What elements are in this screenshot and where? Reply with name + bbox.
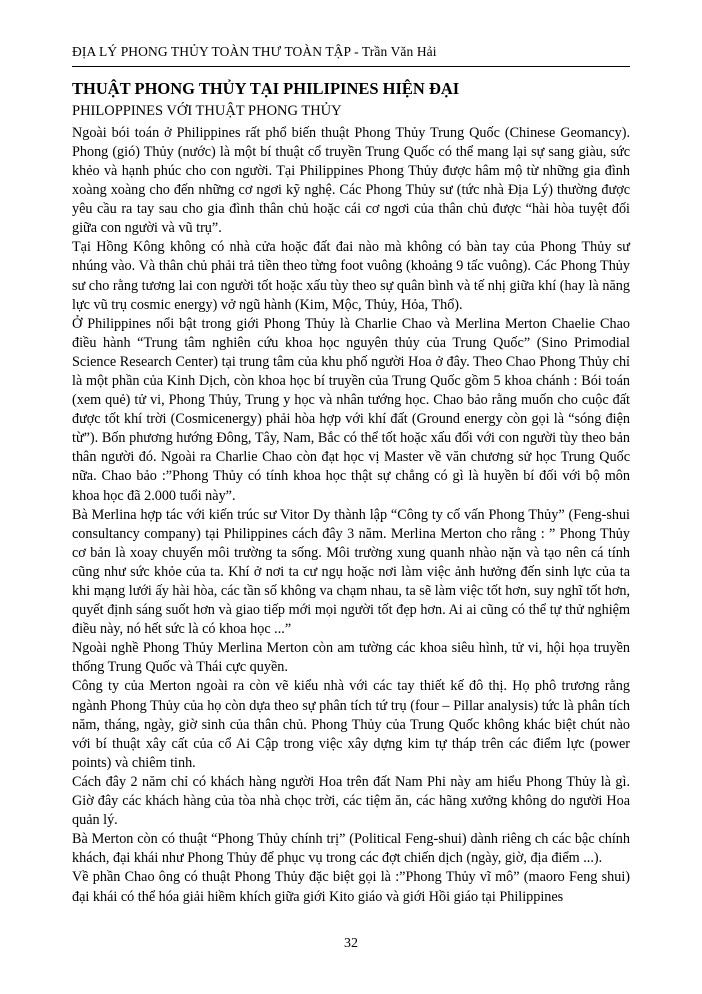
- paragraph: Công ty của Merton ngoài ra còn vẽ kiểu nhà với các tay thiết kế đô thị. Họ phô trương rằng ngành Phong Thủy của họ còn dựa theo sự phân tích tứ trụ (four – Pillar analysis) tức là phân tích năm, tháng, ngày, giờ sinh của thân chủ. Phong Thủy của Trung Quốc không khác biệt chút nào với bí thuật xây cất của cổ Ai Cập trong việc xây dựng kim tự tháp trên các điểm lực (power points) và chiêm tinh.: [72, 678, 630, 771]
- paragraph: Tại Hồng Kông không có nhà cửa hoặc đất đai nào mà không có bàn tay của Phong Thủy sư nhúng vào. Và thân chủ phải trả tiền theo từng foot vuông (khoảng 9 tấc vuông). Các Phong Thủy sư cho rằng tương lai con người tốt hoặc xấu tùy theo sự quân bình và tế nhị giữa khí (hay là năng lực vũ trụ cosmic energy) vở ngũ hành (Kim, Mộc, Thủy, Hỏa, Thổ).: [72, 239, 630, 313]
- paragraph: Về phần Chao ông có thuật Phong Thủy đặc biệt gọi là :”Phong Thủy vĩ mô” (maoro Feng shui) đại khái có thể hóa giải hiềm khích giữa giới Kito giáo và giới Hồi giáo tại Philippines: [72, 869, 630, 905]
- paragraph: Cách đây 2 năm chỉ có khách hàng người Hoa trên đất Nam Phi này am hiểu Phong Thủy là gì. Giờ đây các khách hàng của tòa nhà chọc trời, các tiệm ăn, các hãng xưởng không do người Hoa quản lý.: [72, 773, 630, 829]
- body-text: [72, 124, 630, 907]
- paragraph: Bà Merlina hợp tác với kiến trúc sư Vitor Dy thành lập “Công ty cố vấn Phong Thủy” (Feng-shui consultancy company) tại Philippines cách đây 3 năm. Merlina Merton cho rằng : ” Phong Thủy cơ bản là xoay chuyển môi trường ta sống. Môi trường xung quanh nhào nặn và tạo nên cá tính cũng như sức khỏe của ta. Khí ở nơi ta cư ngụ hoặc nơi làm việc ảnh hưởng đến sinh lực của ta khi mạng lưới ấy hài hòa, các tần số không va chạm nhau, ta sẽ làm việc tốt hơn, suy nghĩ tốt hơn, quyết định sáng suốt hơn và giao tiếp mới mọi người tốt đẹp hơn. Ai ai cũng có thể tự thử nghiệm điều này, nó hết sức là có khoa học ...”: [72, 506, 630, 638]
- paragraph: Ngoài nghề Phong Thủy Merlina Merton còn am tường các khoa siêu hình, tử vi, hội họa truyền thống Trung Quốc và Thái cực quyền.: [72, 640, 630, 676]
- page-subtitle: PHILOPPINES VỚI THUẬT PHONG THỦY: [72, 102, 342, 119]
- page-title: THUẬT PHONG THỦY TẠI PHILIPINES HIỆN ĐẠI: [72, 79, 460, 98]
- header-divider: [72, 66, 630, 67]
- running-head: ĐỊA LÝ PHONG THỦY TOÀN THƯ TOÀN TẬP - Trần Văn Hải: [72, 44, 437, 59]
- page-number: 32: [344, 936, 358, 951]
- paragraph: Ở Philippines nổi bật trong giới Phong Thủy là Charlie Chao và Merlina Merton Chaelie Chao điều hành “Trung tâm nghiên cứu khoa học nguyên thủy của Trung Quốc” (Sino Primodial Science Research Center) tại trung tâm của khu phố người Hoa ở đây. Theo Chao Phong Thủy chỉ là một phần của Kinh Dịch, còn khoa học bí truyền của Trung Quốc gồm 5 khoa chánh : Bói toán (xem quẻ) tử vi, Phong Thủy, Trung y học và nhân tướng học. Chao bảo rằng muốn cho cuộc đất được tốt khí trời (Cosmicenergy) phải hòa hợp với khí đất (Ground energy còn gọi là “sóng điện từ”). Bốn phương hướng Đông, Tây, Nam, Bắc có thể tốt hoặc xấu đối với con người tùy theo bản thân người đó. Ngoài ra Charlie Chao còn đạt học vị Master về văn chương sử học Trung Quốc nữa. Chao bảo :”Phong Thủy có tính khoa học thật sự chẳng có gì là huyền bí đối với bộ môn khoa học đã 2.000 tuổi này”.: [72, 315, 630, 504]
- paragraph: Bà Merton còn có thuật “Phong Thủy chính trị” (Political Feng-shui) dành riêng ch các bậc chính khách, đại khái như Phong Thủy để phục vụ trong các đợt chiến dịch (ngày, giờ, địa điểm ...).: [72, 831, 630, 867]
- paragraph: Ngoài bói toán ở Philippines rất phổ biến thuật Phong Thủy Trung Quốc (Chinese Geomancy). Phong (gió) Thủy (nước) là một bí thuật cổ truyền Trung Quốc có thể mang lại sự sang giàu, sức khẻo và hạnh phúc cho con người. Tại Philippines Phong Thủy được hâm mộ từ những gia đình xoàng xoàng cho đến những cơ ngơi kỹ nghệ. Các Phong Thủy sư (tức nhà Địa Lý) thường được yêu cầu ra tay sau cho gia đình thân chủ hoặc cái cơ ngơi của thân chủ được “hài hòa tuyệt đối giữa con người và vũ trụ”.: [72, 124, 630, 237]
